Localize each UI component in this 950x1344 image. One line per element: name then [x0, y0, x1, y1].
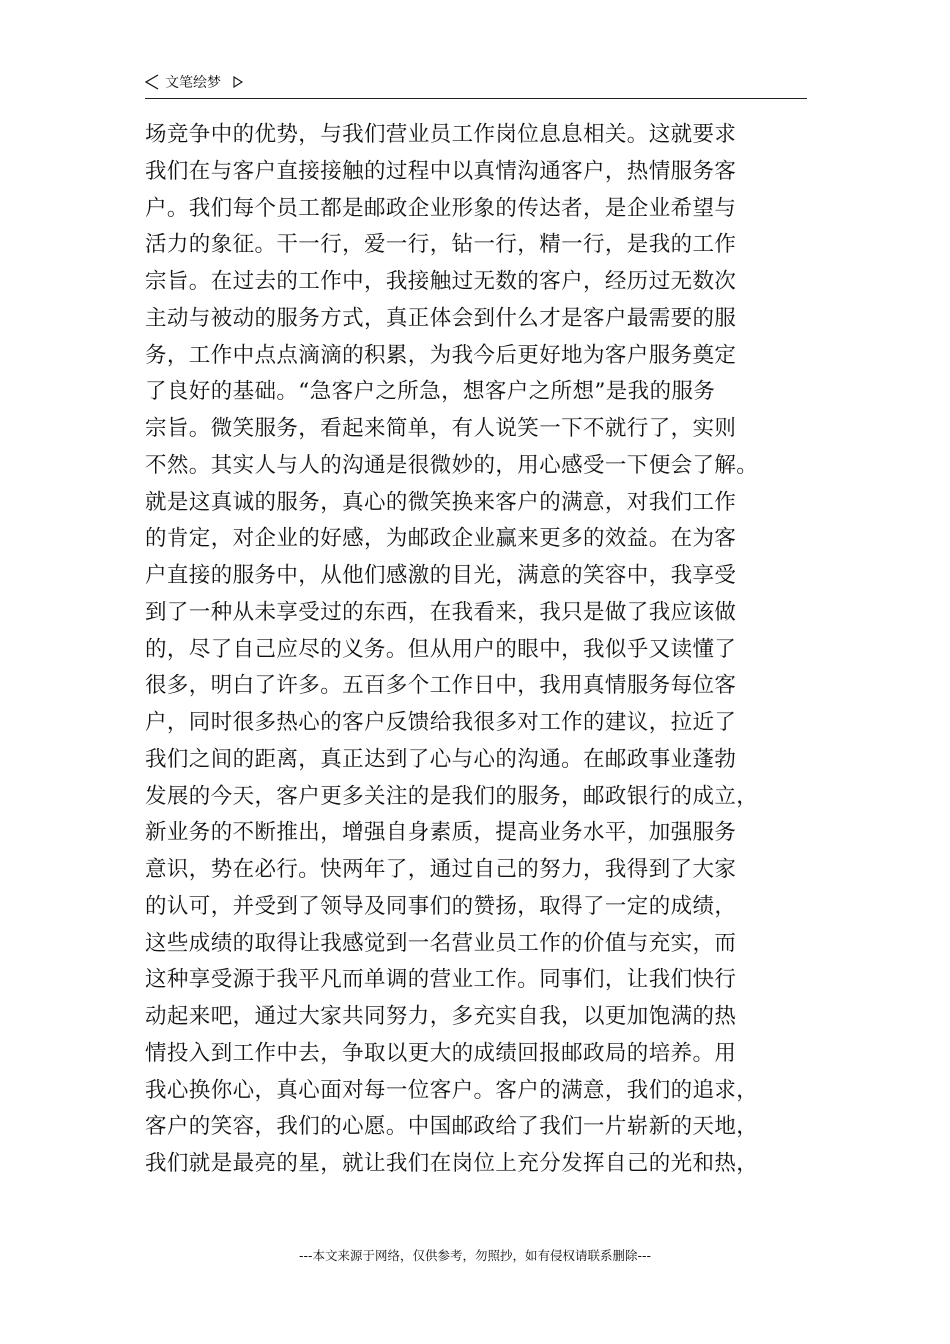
header-title: 文笔绘梦	[165, 75, 221, 91]
triangle-right-outline-icon	[233, 76, 243, 88]
text-line: 场竞争中的优势，与我们营业员工作岗位息息相关。这就要求	[145, 122, 737, 147]
page-header	[145, 70, 807, 99]
text-line: 户直接的服务中，从他们感激的目光，满意的笑容中，我享受	[145, 563, 737, 588]
text-line: 动起来吧，通过大家共同努力，多充实自我，以更加饱满的热	[145, 1004, 737, 1029]
text-line: 的，尽了自己应尽的义务。但从用户的眼中，我似乎又读懂了	[145, 636, 737, 662]
text-line: 宗旨。微笑服务，看起来简单，有人说笑一下不就行了，实则	[145, 416, 737, 441]
document-body	[145, 117, 820, 1183]
text-line: 很多，明白了许多。五百多个工作日中，我用真情服务每位客	[145, 673, 737, 699]
triangle-left-outline-icon	[145, 74, 159, 90]
text-line: 我心换你心，真心面对每一位客户。客户的满意，我们的追求，	[145, 1077, 759, 1103]
text-line: 我们就是最亮的星，就让我们在岗位上充分发挥自己的光和热，	[145, 1151, 759, 1176]
text-line: 活力的象征。干一行，爱一行，钻一行，精一行，是我的工作	[145, 232, 737, 258]
text-line: 我们之间的距离，真正达到了心与心的沟通。在邮政事业蓬勃	[145, 746, 737, 772]
text-line: 户。我们每个员工都是邮政企业形象的传达者，是企业希望与	[145, 195, 737, 221]
page-footer: ---本文来源于网络，仅供参考，勿照抄，如有侵权请联系删除---	[298, 1248, 652, 1263]
text-line: 到了一种从未享受过的东西，在我看来，我只是做了我应该做	[145, 599, 737, 625]
text-line: 的认可，并受到了领导及同事们的赞扬，取得了一定的成绩，	[145, 893, 737, 919]
text-line: 意识，势在必行。快两年了，通过自己的努力，我得到了大家	[145, 857, 737, 882]
text-line: 不然。其实人与人的沟通是很微妙的，用心感受一下便会了解。	[145, 452, 759, 478]
text-line: 的肯定，对企业的好感，为邮政企业赢来更多的效益。在为客	[145, 526, 737, 552]
text-line: 主动与被动的服务方式，真正体会到什么才是客户最需要的服	[145, 305, 737, 331]
text-line: 发展的今天，客户更多关注的是我们的服务，邮政银行的成立，	[145, 783, 759, 809]
text-line: 客户的笑容，我们的心愿。中国邮政给了我们一片崭新的天地，	[145, 1114, 759, 1140]
text-line: 这种享受源于我平凡而单调的营业工作。同事们，让我们快行	[145, 967, 737, 993]
text-line: 这些成绩的取得让我感觉到一名营业员工作的价值与充实，而	[145, 930, 737, 956]
text-line: 宗旨。在过去的工作中，我接触过无数的客户，经历过无数次	[145, 269, 737, 294]
text-line: 情投入到工作中去，争取以更大的成绩回报邮政局的培养。用	[145, 1040, 737, 1066]
text-line: 务，工作中点点滴滴的积累，为我今后更好地为客户服务奠定	[145, 342, 737, 368]
text-line: 新业务的不断推出，增强自身素质，提高业务水平，加强服务	[145, 820, 737, 846]
text-line: 就是这真诚的服务，真心的微笑换来客户的满意，对我们工作	[145, 489, 737, 515]
text-line: 我们在与客户直接接触的过程中以真情沟通客户，热情服务客	[145, 158, 737, 184]
text-line: 户，同时很多热心的客户反馈给我很多对工作的建议，拉近了	[145, 710, 737, 735]
text-line: 了良好的基础。“急客户之所急，想客户之所想”是我的服务	[145, 379, 716, 405]
